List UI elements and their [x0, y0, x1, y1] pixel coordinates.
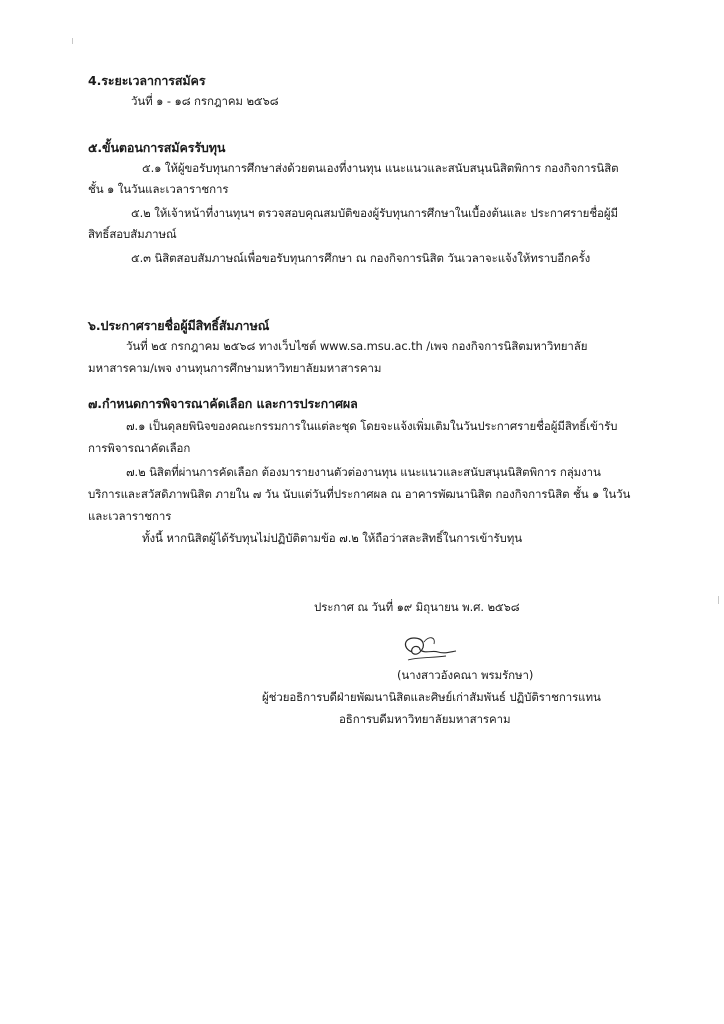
section-4-date: วันที่ ๑ - ๑๘ กรกฎาคม ๒๕๖๘	[131, 94, 279, 108]
section-7-item-1-line-1: ๗.๑ เป็นดุลยพินิจของคณะกรรมการในแต่ละชุด โดยจะแจ้งเพิ่มเติมในวันประกาศรายชื่อผู้มีสิทธิ์เข้ารับ	[126, 419, 618, 433]
section-7-heading: ๗.กำหนดการพิจารณาคัดเลือก และการประกาศผล	[88, 396, 358, 411]
scan-mark	[72, 38, 73, 44]
section-5-item-1-line-2: ชั้น ๑ ในวันและเวลาราชการ	[88, 182, 229, 196]
section-7-item-2-line-3: และเวลาราชการ	[88, 509, 172, 523]
section-7-note: ทั้งนี้ หากนิสิตผู้ได้รับทุนไม่ปฏิบัติตามข้อ ๗.๒ ให้ถือว่าสละสิทธิ์ในการเข้ารับทุน	[142, 531, 522, 545]
section-6-heading: ๖.ประกาศรายชื่อผู้มีสิทธิ์สัมภาษณ์	[88, 318, 270, 333]
section-5-item-2-line-1: ๕.๒ ให้เจ้าหน้าที่งานทุนฯ ตรวจสอบคุณสมบัติของผู้รับทุนการศึกษาในเบื้องต้นและ ประกาศรายชื่อผู้มี	[131, 206, 618, 220]
scan-mark	[718, 596, 719, 604]
signatory-title-line-1: ผู้ช่วยอธิการบดีฝ่ายพัฒนานิสิตและศิษย์เก่าสัมพันธ์ ปฏิบัติราชการแทน	[262, 690, 601, 704]
section-5-item-2-line-2: สิทธิ์สอบสัมภาษณ์	[88, 227, 177, 241]
section-7-item-2-line-2: บริการและสวัสดิภาพนิสิต ภายใน ๗ วัน นับแต่วันที่ประกาศผล ณ อาคารพัฒนานิสิต กองกิจการนิสิต ชั้น ๑ ในวัน	[88, 487, 631, 501]
section-5-item-1-line-1: ๕.๑ ให้ผู้ขอรับทุนการศึกษาส่งด้วยตนเองที่งานทุน แนะแนวและสนับสนุนนิสิตพิการ กองกิจการนิสิต	[142, 161, 619, 175]
signatory-name: (นางสาวอังคณา พรมรักษา)	[397, 668, 534, 682]
signatory-title-line-2: อธิการบดีมหาวิทยาลัยมหาสารคาม	[339, 712, 511, 726]
signature-image	[398, 632, 460, 666]
section-5-heading: ๕.ขั้นตอนการสมัครรับทุน	[88, 140, 226, 155]
section-5-item-3: ๕.๓ นิสิตสอบสัมภาษณ์เพื่อขอรับทุนการศึกษา ณ กองกิจการนิสิต วันเวลาจะแจ้งให้ทราบอีกครั้ง	[131, 251, 591, 265]
section-6-line-2: มหาสารคาม/เพจ งานทุนการศึกษามหาวิทยาลัยมหาสารคาม	[88, 361, 382, 375]
section-6-line-1: วันที่ ๒๕ กรกฎาคม ๒๕๖๘ ทางเว็บไซต์ www.sa.msu.ac.th /เพจ กองกิจการนิสิตมหาวิทยาลัย	[126, 339, 588, 353]
announcement-date: ประกาศ ณ วันที่ ๑๙ มิถุนายน พ.ศ. ๒๕๖๘	[314, 600, 520, 614]
section-7-item-2-line-1: ๗.๒ นิสิตที่ผ่านการคัดเลือก ต้องมารายงานตัวต่องานทุน แนะแนวและสนับสนุนนิสิตพิการ กลุ่มงาน	[126, 465, 601, 479]
section-7-item-1-line-2: การพิจารณาคัดเลือก	[88, 441, 191, 455]
section-4-heading: 4.ระยะเวลาการสมัคร	[88, 73, 206, 88]
